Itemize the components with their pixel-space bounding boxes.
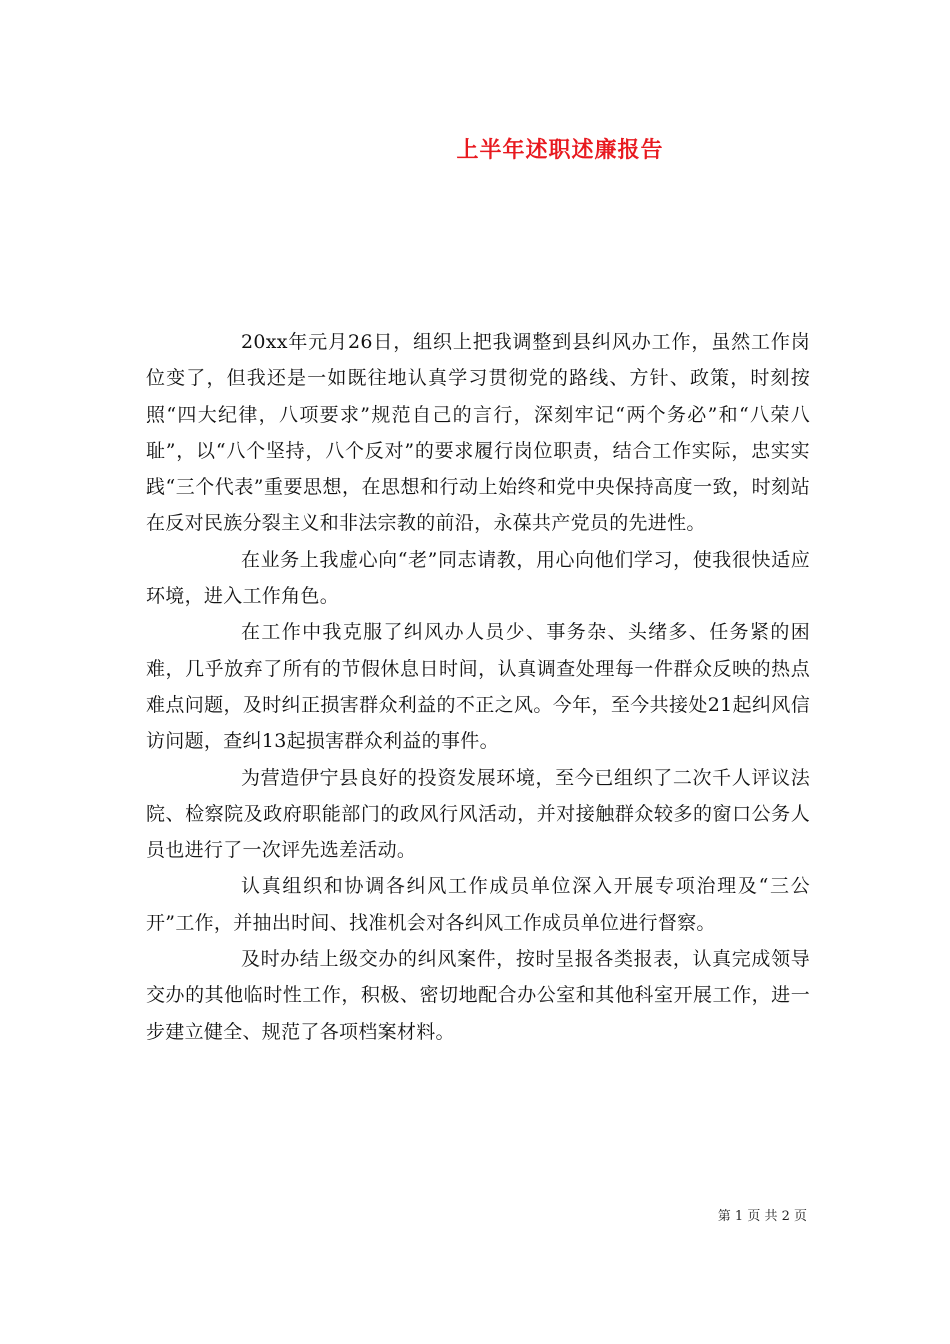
paragraph-3: 在工作中我克服了纠风办人员少、事务杂、头绪多、任务紧的困难，几乎放弃了所有的节假休息日时间，认真调查处理每一件群众反映的热点难点问题，及时纠正损害群众利益的不正之风。今年，至今共接处21起纠风信访问题，查纠13起损害群众利益的事件。 xyxy=(146,621,810,753)
paragraph-4: 为营造伊宁县良好的投资发展环境，至今已组织了二次千人评议法院、检察院及政府职能部门的政风行风活动，并对接触群众较多的窗口公务人员也进行了一次评先选差活动。 xyxy=(146,766,810,862)
paragraph-6: 及时办结上级交办的纠风案件，按时呈报各类报表，认真完成领导交办的其他临时性工作，积极、密切地配合办公室和其他科室开展工作，进一步建立健全、规范了各项档案材料。 xyxy=(146,948,810,1043)
paragraph-5: 认真组织和协调各纠风工作成员单位深入开展专项治理及“三公开”工作，并抽出时间、找准机会对各纠风工作成员单位进行督察。 xyxy=(146,875,810,934)
page-number-footer: 第 1 页 共 2 页 xyxy=(717,1209,807,1224)
paragraph-1: 20xx年元月26日，组织上把我调整到县纠风办工作，虽然工作岗位变了，但我还是一如既往地认真学习贯彻党的路线、方针、政策，时刻按照“四大纪律，八项要求”规范自己的言行，深刻牢记“两个务必”和“八荣八耻”，以“八个坚持，八个反对”的要求履行岗位职责，结合工作实际，忠实实践“三个代表”重要思想，在思想和行动上始终和党中央保持高度一致，时刻站在反对民族分裂主义和非法宗教的前沿，永葆共产党员的先进性。 xyxy=(146,331,810,535)
paragraph-2: 在业务上我虚心向“老”同志请教，用心向他们学习，使我很快适应环境，进入工作角色。 xyxy=(146,548,810,608)
document-title: 上半年述职述廉报告 xyxy=(456,137,664,163)
document-body xyxy=(146,324,810,1050)
